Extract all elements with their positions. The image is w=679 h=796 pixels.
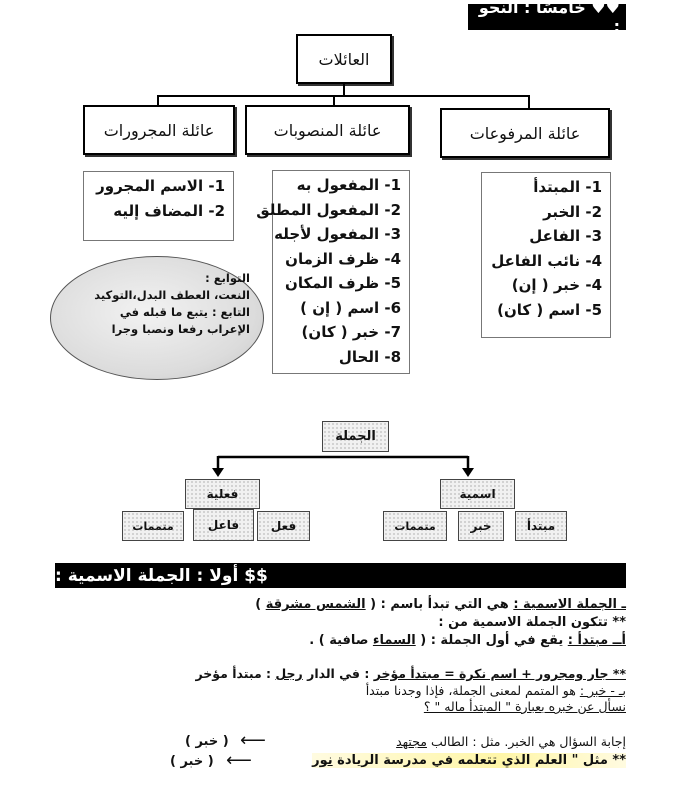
tawabi-line: الإعراب رفعا ونصبا وجرا xyxy=(111,322,250,336)
tawabi-note xyxy=(70,270,250,338)
list-item: 1- الاسم المجرور xyxy=(96,177,225,195)
list-item: 1- المفعول به xyxy=(296,176,401,194)
example: الشمس مشرقة xyxy=(265,597,366,612)
nominal-part-label: متممات xyxy=(394,519,436,533)
example: رجل xyxy=(275,666,303,681)
verbal-label: فعلية xyxy=(206,487,239,501)
example: السماء xyxy=(372,633,416,648)
list-item: 3- المفعول لأجله xyxy=(274,225,401,243)
list-item: 3- الفاعل xyxy=(529,227,602,245)
arrow-down-icon xyxy=(462,468,474,477)
text-line xyxy=(196,666,626,681)
text-span: : مبتدأ مؤخر xyxy=(195,666,276,681)
khabar-tag: ( خبر ) xyxy=(170,754,214,769)
family-label: عائلة المنصوبات xyxy=(273,120,382,140)
text-span: نسأل عن خبره بعبارة " المبتدأ ماله " ؟ xyxy=(423,699,626,714)
list-item: 4- خبر ( إن) xyxy=(511,276,602,294)
nominal-part-box xyxy=(515,511,567,541)
list-item: 7- خبر ( كان) xyxy=(301,323,401,341)
family-box-marfouat xyxy=(440,108,610,158)
highlighted-example xyxy=(312,753,626,768)
text-span: هي التي تبدأ باسم : ( xyxy=(365,597,514,612)
majrourat-list xyxy=(83,171,234,241)
text-line xyxy=(309,633,626,648)
text-line xyxy=(424,699,626,714)
example: مجتهد xyxy=(396,734,427,749)
sentence-root-label: الجملة xyxy=(335,429,376,444)
family-box-mansoubat xyxy=(245,105,410,155)
verbal-part-label: فعل xyxy=(270,519,297,533)
families-root-label: العائلات xyxy=(318,49,370,69)
list-item: 2- المضاف إليه xyxy=(113,201,225,220)
text-span: ** تتكون الجملة الاسمية من : xyxy=(438,615,626,630)
arrow-left-icon: ⟵ xyxy=(240,730,266,751)
term: أــ مبتدأ : xyxy=(567,633,626,648)
list-item: 5- ظرف المكان xyxy=(285,274,401,292)
verbal-part-box xyxy=(122,511,184,541)
list-item: 6- اسم ( إن ) xyxy=(300,298,401,317)
nominal-part-label: خبر xyxy=(470,519,492,533)
verbal-box xyxy=(185,479,260,509)
text-line xyxy=(312,753,626,768)
text-span: يقع في أول الجملة : ( xyxy=(415,633,568,648)
tawabi-line: التابع : يتبع ما قبله في xyxy=(119,305,250,319)
list-item: 8- الحال xyxy=(338,347,401,366)
text-span: : في الدار xyxy=(302,666,374,681)
term: بـ - خبر : xyxy=(579,683,626,698)
nominal-part-box xyxy=(458,511,504,541)
example: نور xyxy=(312,753,333,768)
nominal-part-box xyxy=(383,511,447,541)
arrow-down-icon xyxy=(212,468,224,477)
list-item: 4- نائب الفاعل xyxy=(491,251,602,270)
nominal-part-label: مبتدأ xyxy=(526,519,556,533)
sentence-arrows xyxy=(200,440,490,480)
verbal-part-label: متممات xyxy=(132,519,174,533)
text-span: صافية ) . xyxy=(309,633,373,648)
list-item: 2- المفعول المطلق xyxy=(256,200,401,219)
verbal-part-label: فاعل xyxy=(207,518,240,532)
text-line xyxy=(438,615,626,630)
connector-line xyxy=(157,95,530,97)
text-line xyxy=(366,683,626,698)
arrow-left-icon: ⟵ xyxy=(226,750,252,771)
marfouat-list xyxy=(481,172,611,338)
text-span: هو المتمم لمعنى الجملة، فإذا وجدنا مبتدأ xyxy=(365,683,580,698)
text-span: ** مثل " العلم الذي تتعلمه في مدرسة الريادة xyxy=(332,753,626,768)
connector-line xyxy=(528,95,530,109)
text-span: ) xyxy=(255,597,266,612)
family-label: عائلة المجرورات xyxy=(103,120,215,140)
list-item: 4- ظرف الزمان xyxy=(285,249,401,268)
text-span: إجابة السؤال هي الخبر. مثل : الطالب xyxy=(426,734,626,749)
text-line xyxy=(255,597,626,612)
families-root-box xyxy=(296,34,392,84)
rule: ** جار ومجرور + اسم نكرة = مبتدأ مؤخر xyxy=(373,666,626,681)
section-header-grammar: ♥♥ خامسًا : النحو : xyxy=(468,4,626,30)
list-item: 5- اسم ( كان) xyxy=(497,300,602,319)
verbal-part-box xyxy=(257,511,310,541)
nominal-box xyxy=(440,479,515,509)
mansoubat-list xyxy=(256,170,410,374)
list-item: 2- الخبر xyxy=(543,202,602,221)
family-box-majrourat xyxy=(83,105,235,155)
list-item: 1- المبتدأ xyxy=(533,178,602,196)
tawabi-title: التوابع : xyxy=(205,271,250,285)
text-line xyxy=(396,734,626,749)
nominal-label: اسمية xyxy=(459,487,496,501)
khabar-tag: ( خبر ) xyxy=(185,734,229,749)
family-label: عائلة المرفوعات xyxy=(469,123,581,143)
verbal-part-box xyxy=(193,509,254,541)
term: ـ الجملة الاسمية : xyxy=(513,597,626,612)
tawabi-line: النعت، العطف البدل،التوكيد xyxy=(94,288,250,302)
lesson-header: $$ أولا : الجملة الاسمية : xyxy=(55,563,626,588)
